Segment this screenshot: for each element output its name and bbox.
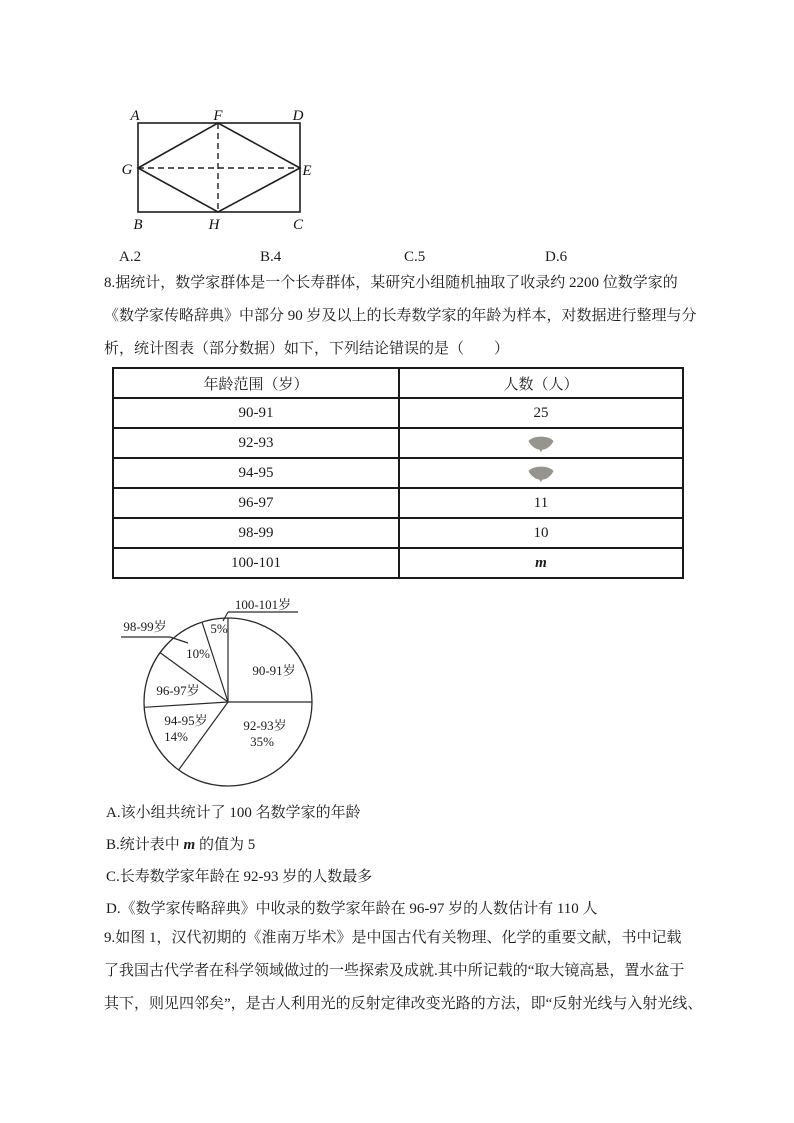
vertex-label-e: E: [302, 163, 312, 179]
ink-blob-icon: [527, 464, 555, 483]
question-8-stem: [104, 267, 697, 366]
table-cell-age: 98-99: [113, 518, 399, 548]
table-cell-age: 100-101: [113, 548, 399, 578]
answer-option-d6: D.6: [545, 249, 568, 265]
question-8-option-a: A.该小组共统计了 100 名数学家的年龄: [106, 805, 361, 821]
variable-m: m: [535, 554, 547, 571]
option-b-text: B.统计表中: [106, 837, 184, 853]
question-9-line-1: 9.如图 1，汉代初期的《淮南万毕术》是中国古代有关物理、化学的重要文献，书中记载: [104, 930, 682, 946]
geometry-figure: [120, 103, 320, 238]
vertex-label-g: G: [121, 162, 133, 178]
vertex-label-c: C: [292, 217, 304, 233]
question-8-option-c: C.长寿数学家年龄在 92-93 岁的人数最多: [106, 869, 373, 885]
question-9-stem: [104, 922, 702, 1021]
pie-label-90-91: 90-91岁: [252, 663, 296, 678]
pie-label-94-95: 94-95岁: [164, 713, 208, 728]
table-cell-count-masked: [399, 458, 683, 488]
pie-slice-line: [144, 702, 228, 707]
table-cell-count: 25: [399, 398, 683, 428]
pie-chart: [95, 588, 365, 803]
option-b-text: 的值为 5: [195, 837, 256, 853]
answer-option-a2: A.2: [119, 249, 142, 265]
pie-pct-98-99: 10%: [186, 646, 210, 661]
table-cell-count-variable: [399, 548, 683, 578]
table-row: [113, 488, 683, 518]
answer-option-b4: B.4: [260, 249, 282, 265]
question-8-line-2: 《数学家传略辞典》中部分 90 岁及以上的长寿数学家的年龄为样本，对数据进行整理与分: [104, 308, 697, 324]
table-cell-age: 96-97: [113, 488, 399, 518]
vertex-label-f: F: [213, 108, 223, 124]
table-header-row: [113, 368, 683, 398]
vertex-label-h: H: [208, 217, 220, 233]
table-row: [113, 428, 683, 458]
question-8-option-b: [106, 829, 598, 861]
table-cell-count: 11: [399, 488, 683, 518]
table-row: [113, 398, 683, 428]
table-header-count: 人数（人）: [399, 368, 683, 398]
pie-label-96-97: 96-97岁: [156, 683, 200, 698]
table-cell-age: 94-95: [113, 458, 399, 488]
vertex-label-d: D: [292, 108, 304, 124]
table-row: [113, 548, 683, 578]
vertex-label-b: B: [133, 217, 143, 233]
table-cell-age: 90-91: [113, 398, 399, 428]
pie-pct-100-101: 5%: [210, 621, 228, 636]
pie-label-100-101: 100-101岁: [234, 597, 292, 612]
pie-label-98-99: 98-99岁: [123, 619, 167, 634]
answer-option-c5: C.5: [404, 249, 426, 265]
variable-m: m: [183, 837, 196, 853]
pie-label-92-93: 92-93岁: [243, 718, 287, 733]
question-8-options: [106, 797, 598, 925]
table-cell-age: 92-93: [113, 428, 399, 458]
leader-line-98-99: [170, 637, 188, 643]
ink-blob-icon: [527, 434, 555, 453]
table-cell-count: 10: [399, 518, 683, 548]
vertex-label-a: A: [130, 108, 140, 124]
table-cell-count-masked: [399, 428, 683, 458]
table-row: [113, 518, 683, 548]
question-8-line-1: 8.据统计，数学家群体是一个长寿群体，某研究小组随机抽取了收录约 2200 位数学家的: [104, 275, 678, 291]
question-8-line-3: 析，统计图表（部分数据）如下，下列结论错误的是（ ）: [104, 341, 510, 357]
table-row: [113, 458, 683, 488]
question-9-line-3: 其下，则见四邻矣”，是古人利用光的反射定律改变光路的方法，即“反射光线与入射光线、: [104, 996, 703, 1012]
question-8-option-d: D.《数学家传略辞典》中收录的数学家年龄在 96-97 岁的人数估计有 110 人: [106, 901, 598, 917]
table-header-age: 年龄范围（岁）: [113, 368, 399, 398]
leader-line-100-101: [223, 612, 228, 621]
stats-table: [112, 367, 684, 579]
pie-pct-92-93: 35%: [250, 734, 274, 749]
question-9-line-2: 了我国古代学者在科学领域做过的一些探索及成就.其中所记载的“取大镜高悬，置水盆于: [104, 963, 685, 979]
pie-pct-94-95: 14%: [164, 729, 188, 744]
